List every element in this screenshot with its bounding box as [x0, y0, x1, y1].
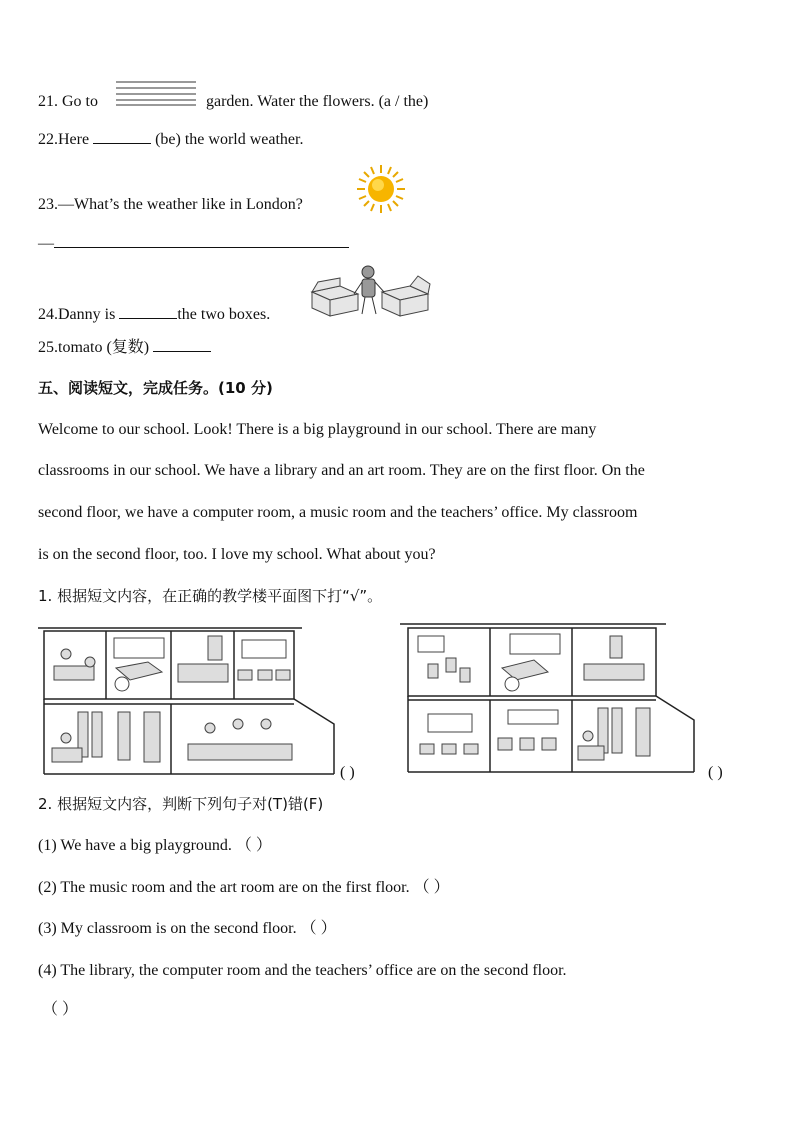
q23-answer-line[interactable]	[38, 233, 349, 254]
section-5-title: 五、阅读短文，完成任务。(10 分)	[38, 379, 273, 397]
q24-blank[interactable]	[119, 304, 177, 319]
q22-blank[interactable]	[93, 129, 151, 144]
question-24	[38, 304, 270, 325]
sun-icon	[356, 164, 406, 214]
q24-text-b: the two boxes.	[177, 306, 271, 323]
task-1-instruction: 1. 根据短文内容，在正确的教学楼平面图下打“√”。	[38, 587, 383, 605]
q21-text-b: garden. Water the flowers. (a / the)	[206, 93, 429, 110]
statement-2-text: (2) The music room and the art room are on the first floor.	[38, 879, 410, 896]
passage-line-4: is on the second floor, too. I love my school. What about you?	[38, 546, 436, 563]
statement-1	[38, 836, 272, 856]
q22-text-b: (be) the world weather.	[155, 131, 304, 148]
statement-2-paren[interactable]: （ ）	[413, 879, 450, 896]
question-25	[38, 337, 211, 358]
q23-question: 23.—What’s the weather like in London?	[38, 196, 303, 213]
q23-blank[interactable]	[54, 233, 349, 248]
statement-2	[38, 878, 450, 898]
q23-dash: —	[38, 235, 54, 252]
passage-line-3: second floor, we have a computer room, a music room and the teachers’ office. My classroom	[38, 504, 638, 521]
question-22	[38, 129, 303, 150]
q25-blank[interactable]	[153, 337, 211, 352]
statement-3	[38, 919, 337, 939]
q25-text-a: 25.tomato (复数)	[38, 339, 150, 356]
statement-1-text: (1) We have a big playground.	[38, 837, 232, 854]
passage-line-1: Welcome to our school. Look! There is a big playground in our school. There are many	[38, 421, 597, 438]
statement-4: (4) The library, the computer room and the teachers’ office are on the second floor.	[38, 962, 567, 979]
statement-1-paren[interactable]: （ ）	[235, 837, 272, 854]
statement-3-text: (3) My classroom is on the second floor.	[38, 920, 297, 937]
floor-plan-b	[398, 620, 700, 776]
statement-3-paren[interactable]: （ ）	[300, 920, 337, 937]
q22-text-a: 22.Here	[38, 131, 90, 148]
task-2-instruction: 2. 根据短文内容，判断下列句子对(T)错(F)	[38, 795, 324, 813]
q21-number: 21.	[38, 93, 58, 110]
floor-plan-a	[38, 624, 338, 776]
q21-answer-lines[interactable]	[116, 80, 198, 108]
passage-line-2: classrooms in our school. We have a library and an art room. They are on the first floor. On the	[38, 462, 645, 479]
statement-4-paren[interactable]: （ ）	[42, 1001, 79, 1018]
answer-paren-a[interactable]: ( )	[340, 764, 355, 781]
q24-text-a: 24.Danny is	[38, 306, 116, 323]
boy-between-boxes-illustration	[310, 264, 432, 320]
q21-text-a: Go to	[62, 93, 98, 110]
answer-paren-b[interactable]: ( )	[708, 764, 723, 781]
question-21	[38, 92, 98, 112]
